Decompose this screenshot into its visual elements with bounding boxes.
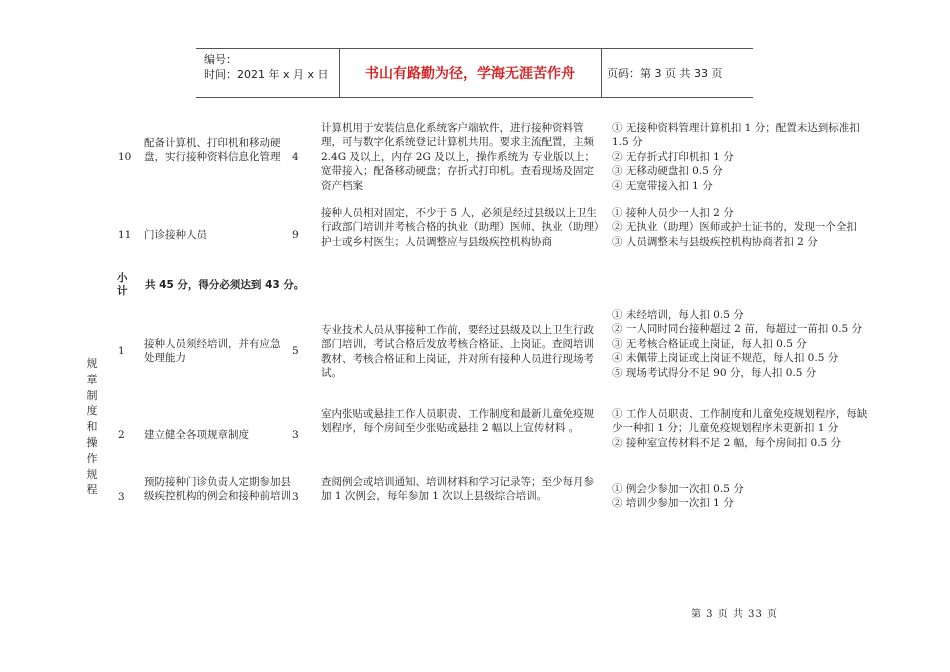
subtotal-label: 小计 bbox=[117, 272, 128, 297]
row-score: 5 bbox=[292, 345, 299, 357]
subtotal-text: 共 45 分，得分必须达到 43 分。 bbox=[145, 279, 305, 291]
row-number: 3 bbox=[118, 491, 125, 503]
row-item: 门诊接种人员 bbox=[144, 229, 207, 241]
deduction-item: ③ 无移动硬盘扣 0.5 分 bbox=[612, 165, 723, 178]
row-requirement: 室内张贴或悬挂工作人员职责、工作制度和最新儿童免疫规划程序，每个房间至少张贴或悬挂 2 幅以上宣传材料 。 bbox=[321, 408, 594, 435]
header-meta bbox=[204, 52, 329, 82]
deduction-item: ③ 人员调整未与县级疾控机构协商者扣 2 分 bbox=[612, 235, 818, 248]
header-divider bbox=[601, 49, 602, 97]
deduction-item: ① 工作人员职责、工作制度和儿童免疫规划程序，每缺少一种扣 1 分；儿童免疫规划程序未更新扣 1 分 bbox=[612, 408, 868, 435]
deduction-item: ② 无存折式打印机扣 1 分 bbox=[612, 150, 734, 163]
row-deductions bbox=[612, 308, 874, 380]
row-deductions bbox=[612, 121, 874, 193]
deduction-item: ② 无执业（助理）医师或护士证书的，发现一个全扣 bbox=[612, 221, 857, 234]
row-requirement: 查阅例会或培训通知、培训材料和学习记录等；至少每月参加 1 次例会，每年参加 1 次以上县级综合培训。 bbox=[321, 476, 594, 503]
row-item: 配备计算机、打印机和移动硬盘，实行接种资料信息化管理 bbox=[144, 137, 281, 164]
page-header bbox=[196, 48, 753, 98]
row-score: 4 bbox=[292, 151, 299, 163]
section-label: 规章制度和操作规程 bbox=[86, 357, 98, 497]
row-number: 11 bbox=[118, 229, 132, 241]
deduction-item: ① 无接种资料管理计算机扣 1 分；配置未达到标准扣 1.5 分 bbox=[612, 122, 860, 149]
row-requirement: 接种人员相对固定，不少于 5 人，必须是经过县级以上卫生行政部门培训并考核合格的执业（助理）医师、执业（助理）护士或乡村医生；人员调整应与县级疾控机构协商 bbox=[321, 207, 600, 248]
deduction-item: ② 接种室宣传材料不足 2 幅，每个房间扣 0.5 分 bbox=[612, 436, 842, 449]
deduction-item: ④ 无宽带接入扣 1 分 bbox=[612, 179, 713, 192]
row-number: 2 bbox=[118, 429, 125, 441]
row-item: 建立健全各项规章制度 bbox=[144, 429, 249, 441]
row-item: 接种人员须经培训，并有应急处理能力 bbox=[144, 338, 281, 365]
document-date: 时间：2021 年 x 月 x 日 bbox=[204, 68, 329, 81]
row-score: 3 bbox=[292, 429, 299, 441]
row-number: 10 bbox=[118, 151, 132, 163]
page-footer: 第 3 页 共 33 页 bbox=[691, 609, 778, 620]
row-deductions bbox=[612, 206, 874, 249]
row-item: 预防接种门诊负责人定期参加县级疾控机构的例会和接种前培训 bbox=[144, 476, 291, 503]
deduction-item: ② 培训少参加一次扣 1 分 bbox=[612, 497, 734, 510]
deduction-item: ④ 未佩带上岗证或上岗证不规范，每人扣 0.5 分 bbox=[612, 352, 839, 365]
row-requirement: 专业技术人员从事接种工作前，要经过县级及以上卫生行政部门培训，考试合格后发放考核合格证、上岗证。查阅培训教材、考核合格证和上岗证，并对所有接种人员进行现场考试。 bbox=[321, 324, 594, 380]
row-score: 3 bbox=[292, 491, 299, 503]
row-requirement: 计算机用于安装信息化系统客户端软件，进行接种资料管理，可与数字化系统登记计算机共用。要求主流配置，主频 2.4G 及以上，内存 2G 及以上，操作系统为 专业版以上；宽带接入；配备移动硬盘；存折式打印机。查看现场及固定资产档案 bbox=[321, 122, 596, 192]
row-deductions bbox=[612, 482, 874, 511]
document-number: 编号： bbox=[204, 53, 237, 66]
deduction-item: ① 例会少参加一次扣 0.5 分 bbox=[612, 483, 744, 495]
row-number: 1 bbox=[118, 345, 125, 357]
deduction-item: ③ 无考核合格证或上岗证，每人扣 0.5 分 bbox=[612, 337, 807, 350]
deduction-item: ⑤ 现场考试得分不足 90 分，每人扣 0.5 分 bbox=[612, 366, 817, 379]
deduction-item: ② 一人同时同台接种超过 2 苗，每超过一苗扣 0.5 分 bbox=[612, 323, 863, 336]
deduction-item: ① 未经培训，每人扣 0.5 分 bbox=[612, 309, 744, 321]
row-deductions bbox=[612, 407, 874, 450]
deduction-item: ① 接种人员少一人扣 2 分 bbox=[612, 207, 734, 219]
header-motto: 书山有路勤为径，学海无涯苦作舟 bbox=[365, 66, 575, 82]
header-page-number: 页码：第 3 页 共 33 页 bbox=[607, 67, 723, 80]
row-score: 9 bbox=[292, 229, 299, 241]
